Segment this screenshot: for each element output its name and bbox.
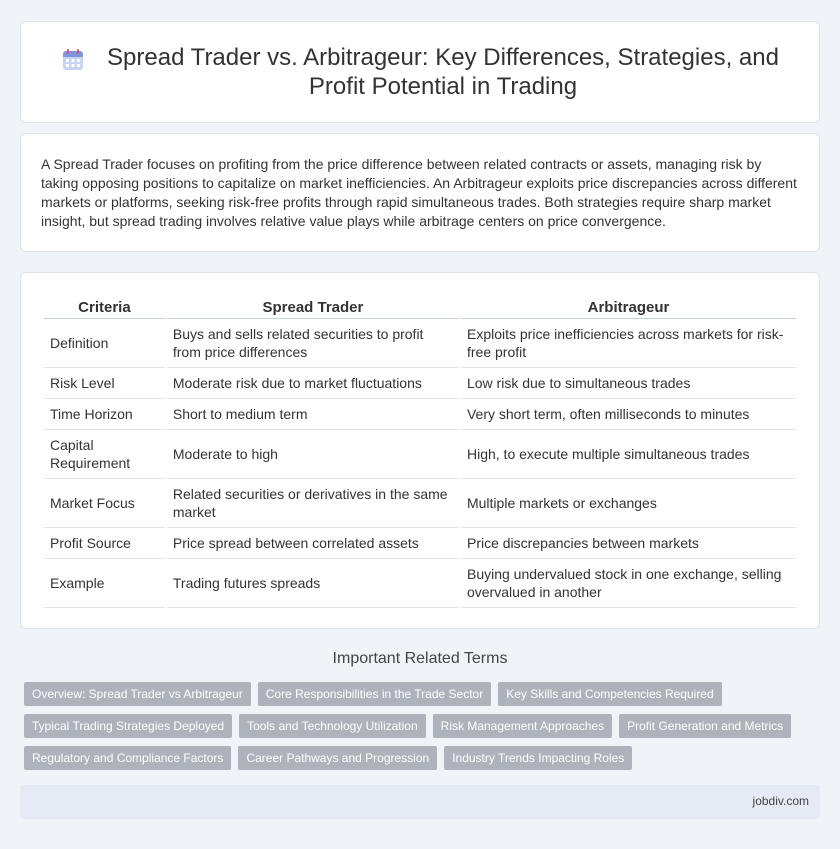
comparison-card	[20, 272, 820, 629]
header-card	[20, 21, 820, 123]
arbitrageur-cell: Price discrepancies between markets	[461, 528, 796, 559]
spread-trader-cell: Buys and sells related securities to profit from price differences	[167, 319, 459, 368]
criteria-cell: Capital Requirement	[44, 430, 165, 479]
criteria-cell: Time Horizon	[44, 399, 165, 430]
spread-trader-cell: Moderate risk due to market fluctuations	[167, 368, 459, 399]
arbitrageur-cell: Very short term, often milliseconds to minutes	[461, 399, 796, 430]
related-term-tag[interactable]: Regulatory and Compliance Factors	[24, 746, 231, 770]
related-terms-list	[24, 682, 824, 778]
intro-paragraph: A Spread Trader focuses on profiting from the price difference between related contracts or assets, managing risk by taking opposing positions to capitalize on market inefficiencies. An Arbitrageur exploits price discrepancies across different markets or platforms, seeking risk-free profits through rapid simultaneous trades. Both strategies require sharp market insight, but spread trading involves relative value plays while arbitrage centers on price convergence.	[41, 156, 797, 229]
related-term-tag[interactable]: Profit Generation and Metrics	[619, 714, 791, 738]
tag-row	[24, 714, 824, 738]
arbitrageur-cell: Exploits price inefficiencies across markets for risk-free profit	[461, 319, 796, 368]
comparison-table	[42, 295, 798, 608]
intro-card	[20, 133, 820, 252]
arbitrageur-cell: Low risk due to simultaneous trades	[461, 368, 796, 399]
page-title: Spread Trader vs. Arbitrageur: Key Differences, Strategies, and Profit Potential in Trading	[107, 44, 779, 100]
tag-row	[24, 682, 824, 706]
table-row	[44, 430, 796, 479]
criteria-cell: Profit Source	[44, 528, 165, 559]
table-row	[44, 528, 796, 559]
table-row	[44, 319, 796, 368]
criteria-cell: Risk Level	[44, 368, 165, 399]
related-term-tag[interactable]: Typical Trading Strategies Deployed	[24, 714, 232, 738]
arbitrageur-cell: Buying undervalued stock in one exchange, selling overvalued in another	[461, 559, 796, 608]
related-term-tag[interactable]: Core Responsibilities in the Trade Sector	[258, 682, 491, 706]
footer-bar	[20, 785, 820, 819]
column-header-arbitrageur: Arbitrageur	[461, 295, 796, 319]
spread-trader-cell: Related securities or derivatives in the same market	[167, 479, 459, 528]
related-term-tag[interactable]: Industry Trends Impacting Roles	[444, 746, 632, 770]
tag-row	[24, 746, 824, 770]
footer-site-link[interactable]: jobdiv.com	[752, 794, 809, 808]
column-header-spread-trader: Spread Trader	[167, 295, 459, 319]
criteria-cell: Definition	[44, 319, 165, 368]
spread-trader-cell: Moderate to high	[167, 430, 459, 479]
related-term-tag[interactable]: Career Pathways and Progression	[238, 746, 437, 770]
spread-trader-cell: Trading futures spreads	[167, 559, 459, 608]
calendar-icon	[61, 48, 85, 72]
criteria-cell: Example	[44, 559, 165, 608]
table-header-row	[44, 295, 796, 319]
related-term-tag[interactable]: Risk Management Approaches	[433, 714, 612, 738]
arbitrageur-cell: High, to execute multiple simultaneous trades	[461, 430, 796, 479]
spread-trader-cell: Short to medium term	[167, 399, 459, 430]
column-header-criteria: Criteria	[44, 295, 165, 319]
arbitrageur-cell: Multiple markets or exchanges	[461, 479, 796, 528]
related-term-tag[interactable]: Overview: Spread Trader vs Arbitrageur	[24, 682, 251, 706]
criteria-cell: Market Focus	[44, 479, 165, 528]
table-row	[44, 368, 796, 399]
table-row	[44, 399, 796, 430]
table-row	[44, 479, 796, 528]
spread-trader-cell: Price spread between correlated assets	[167, 528, 459, 559]
related-terms-title: Important Related Terms	[332, 650, 508, 667]
related-term-tag[interactable]: Tools and Technology Utilization	[239, 714, 426, 738]
related-term-tag[interactable]: Key Skills and Competencies Required	[498, 682, 721, 706]
table-row	[44, 559, 796, 608]
